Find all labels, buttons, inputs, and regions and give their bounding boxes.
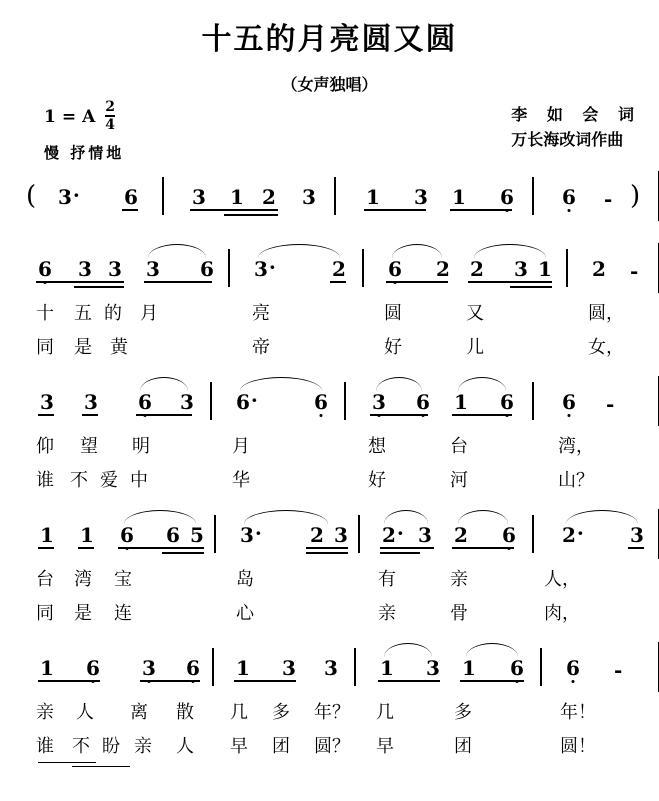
- beam: [380, 552, 420, 554]
- note: 3: [146, 257, 160, 281]
- key-and-time-signature: [44, 101, 124, 163]
- note: 3: [324, 656, 338, 680]
- note: 6: [566, 658, 580, 678]
- barline: [540, 648, 542, 686]
- lyric-syllable: 多: [454, 702, 472, 723]
- lyric-syllable: 岛: [236, 569, 254, 590]
- score-metadata: [0, 95, 659, 169]
- barline: [362, 249, 364, 287]
- note: 6: [166, 523, 180, 547]
- lyrics-verse-1: [14, 299, 645, 329]
- note: 1: [40, 523, 54, 547]
- staff-line: [14, 169, 645, 229]
- lyric-syllable: 早: [376, 736, 394, 757]
- slur: [566, 510, 638, 524]
- beam: [452, 547, 514, 549]
- beam: [38, 547, 54, 549]
- note: 3: [302, 185, 316, 209]
- barline: [532, 382, 534, 420]
- note: 1: [366, 185, 380, 209]
- note: 2: [454, 523, 468, 547]
- note: 1: [454, 390, 468, 414]
- note: 1: [380, 656, 394, 680]
- note: 3: [180, 390, 194, 414]
- note: 3: [78, 257, 92, 281]
- note: 6: [124, 185, 138, 209]
- lyricist-credit: 李 如 会 词: [511, 105, 641, 124]
- lyric-syllable: 湾，: [558, 436, 594, 457]
- beam: [140, 680, 200, 682]
- lyric-syllable: 连: [114, 603, 132, 624]
- note: 3: [414, 185, 428, 209]
- lyric-syllable: 山？: [558, 470, 594, 491]
- lyric-syllable: 几: [376, 702, 394, 723]
- time-signature: [105, 100, 115, 132]
- barline: [334, 177, 336, 215]
- barline: [532, 177, 534, 215]
- note: 1: [462, 656, 476, 680]
- beam: [190, 209, 278, 211]
- note: 1: [230, 185, 244, 209]
- time-denominator: 4: [105, 117, 116, 133]
- key-value: A: [82, 107, 96, 127]
- staff-line: [14, 241, 645, 301]
- note: 2: [470, 257, 484, 281]
- beam: [162, 552, 204, 554]
- note-hold-dash: -: [614, 658, 623, 682]
- slur: [258, 244, 340, 258]
- note: 3: [142, 658, 156, 678]
- lyrics-verse-2: [14, 333, 645, 363]
- beam: [460, 680, 524, 682]
- lyric-syllable: 不: [72, 736, 90, 757]
- note: 1: [80, 523, 94, 547]
- beam: [452, 414, 512, 416]
- lyric-syllable: 爱: [100, 470, 118, 491]
- lyric-syllable: 有: [378, 569, 396, 590]
- lyric-extension-line: [72, 766, 130, 767]
- lyric-syllable: 亲: [134, 736, 152, 757]
- barline: [358, 515, 360, 553]
- staff-line: [14, 640, 645, 700]
- lyric-syllable: 十: [36, 303, 54, 324]
- barline: [532, 515, 534, 553]
- beam: [136, 414, 192, 416]
- lyric-syllable: 多: [272, 702, 290, 723]
- beam: [330, 281, 346, 283]
- lyric-syllable: 团: [454, 736, 472, 757]
- barline: [354, 648, 356, 686]
- lyric-syllable: 早: [230, 736, 248, 757]
- note: 6: [86, 658, 100, 678]
- note: 2·: [382, 521, 404, 547]
- time-numerator: 2: [105, 99, 116, 115]
- lyric-syllable: 女，: [588, 337, 624, 358]
- lyric-syllable: 圆？: [314, 736, 350, 757]
- tempo-marking: 慢 抒情地: [44, 144, 125, 162]
- lyric-syllable: 圆，: [588, 303, 624, 324]
- lyric-syllable: 又: [466, 303, 484, 324]
- lyric-syllable: 望: [80, 436, 98, 457]
- note-hold-dash: -: [604, 187, 613, 211]
- lyric-syllable: 仰: [36, 436, 54, 457]
- lyrics-verse-1: [14, 432, 645, 462]
- lyric-syllable: 宝: [114, 569, 132, 590]
- lyric-syllable: 年！: [560, 702, 596, 723]
- beam: [78, 547, 94, 549]
- note: 2: [436, 257, 450, 281]
- beam: [380, 547, 434, 549]
- note: 3: [426, 656, 440, 680]
- beam: [370, 414, 428, 416]
- lyric-syllable: 五: [74, 303, 92, 324]
- note: 3: [84, 390, 98, 414]
- slur: [124, 510, 196, 524]
- music-system-2: [14, 241, 645, 374]
- barline: [228, 249, 230, 287]
- lyric-extension-line: [38, 762, 96, 763]
- lyric-syllable: 黄: [110, 337, 128, 358]
- lyric-syllable: 明: [132, 436, 150, 457]
- slur: [384, 643, 432, 657]
- lyric-syllable: 团: [272, 736, 290, 757]
- note: 3: [514, 257, 528, 281]
- note: 6: [562, 392, 576, 412]
- key-note: 1: [44, 107, 56, 127]
- lyric-syllable: 谁: [36, 470, 54, 491]
- note: 3: [630, 523, 644, 547]
- barline: [162, 177, 164, 215]
- lyric-syllable: 好: [368, 470, 386, 491]
- beam: [122, 209, 138, 211]
- note: 2: [592, 257, 606, 281]
- key-equals: =: [61, 107, 77, 127]
- lyric-syllable: 同: [36, 603, 54, 624]
- staff-line: [14, 374, 645, 434]
- lyric-syllable: 亮: [252, 303, 270, 324]
- credits: [511, 103, 641, 153]
- lyric-syllable: 离: [130, 702, 148, 723]
- note-hold-dash: -: [630, 259, 639, 283]
- lyric-syllable: 月: [140, 303, 158, 324]
- note: 3: [108, 257, 122, 281]
- lyric-syllable: 台: [36, 569, 54, 590]
- page-title: 十五的月亮圆又圆: [201, 22, 458, 57]
- lyric-syllable: 想: [368, 436, 386, 457]
- note-hold-dash: -: [606, 392, 615, 416]
- lyric-syllable: 谁: [36, 736, 54, 757]
- note: 3: [282, 656, 296, 680]
- slur: [148, 244, 206, 258]
- note: 6: [120, 525, 134, 545]
- note: 6: [510, 658, 524, 678]
- lyric-syllable: 中: [130, 470, 148, 491]
- note: 1: [236, 656, 250, 680]
- lyric-syllable: 人，: [544, 569, 580, 590]
- note: 3: [192, 185, 206, 209]
- beam: [224, 214, 278, 216]
- note: 6: [38, 259, 52, 279]
- beam: [364, 209, 426, 211]
- lyric-syllable: 圆: [384, 303, 402, 324]
- beam: [74, 286, 124, 288]
- slur: [458, 377, 506, 391]
- beam: [628, 547, 644, 549]
- lyric-syllable: 同: [36, 337, 54, 358]
- lyric-syllable: 湾: [74, 569, 92, 590]
- lyric-syllable: 帝: [252, 337, 270, 358]
- note: 6: [500, 187, 514, 207]
- note: 3: [40, 390, 54, 414]
- note: 2: [310, 523, 324, 547]
- lyric-syllable: 盼: [102, 736, 120, 757]
- lyric-syllable: 月: [232, 436, 250, 457]
- slur: [466, 643, 518, 657]
- lyric-syllable: 华: [232, 470, 250, 491]
- beam: [468, 281, 552, 283]
- beam: [306, 552, 348, 554]
- beam: [234, 680, 296, 682]
- beam: [450, 209, 512, 211]
- lyric-syllable: 年？: [314, 702, 350, 723]
- note: 6: [314, 392, 328, 412]
- music-system-3: [14, 374, 645, 507]
- note: 3·: [58, 183, 80, 209]
- lyric-syllable: 好: [384, 337, 402, 358]
- lyric-syllable: 台: [450, 436, 468, 457]
- note: 3·: [240, 521, 262, 547]
- slur: [458, 510, 508, 524]
- note: 3: [418, 523, 432, 547]
- barline: [214, 515, 216, 553]
- lyrics-verse-2: [14, 466, 645, 496]
- note: 6: [416, 392, 430, 412]
- lyric-syllable: 骨: [450, 603, 468, 624]
- lyric-syllable: 人: [176, 736, 194, 757]
- slur: [384, 510, 428, 524]
- beam: [378, 680, 440, 682]
- note: 3: [334, 523, 348, 547]
- lyrics-verse-2: [14, 732, 645, 762]
- lyric-syllable: 亲: [450, 569, 468, 590]
- note: 3: [372, 392, 386, 412]
- slur: [376, 377, 422, 391]
- lyric-syllable: 心: [236, 603, 254, 624]
- note: 1: [40, 656, 54, 680]
- barline: [212, 648, 214, 686]
- note: 2·: [562, 521, 584, 547]
- barline: [210, 382, 212, 420]
- barline: [344, 382, 346, 420]
- lyric-syllable: 不: [70, 470, 88, 491]
- note: 6: [502, 525, 516, 545]
- lyric-syllable: 是: [74, 603, 92, 624]
- lyric-syllable: 儿: [466, 337, 484, 358]
- music-system-intro: [14, 169, 645, 241]
- composer-credit: 万长海改词作曲: [511, 129, 624, 149]
- slur: [244, 510, 328, 524]
- lyric-syllable: 圆！: [560, 736, 596, 757]
- note: 6: [562, 187, 576, 207]
- note: 5: [190, 523, 204, 547]
- beam: [118, 547, 204, 549]
- music-system-4: [14, 507, 645, 640]
- note: 1: [538, 257, 552, 281]
- note: 2: [332, 257, 346, 281]
- note: 6: [200, 257, 214, 281]
- beam: [386, 281, 448, 283]
- beam: [510, 286, 552, 288]
- lyrics-verse-2: [14, 599, 645, 629]
- note: 6: [388, 259, 402, 279]
- beam: [36, 281, 124, 283]
- barline: [566, 249, 568, 287]
- note: 1: [452, 185, 466, 209]
- lyric-syllable: 人: [76, 702, 94, 723]
- note: 6·: [236, 388, 258, 414]
- lyric-syllable: 亲: [378, 603, 396, 624]
- slur: [474, 244, 546, 258]
- lyric-syllable: 是: [74, 337, 92, 358]
- subtitle: （女声独唱）: [281, 75, 378, 94]
- slur: [240, 377, 322, 391]
- beam: [38, 414, 54, 416]
- note: 6: [186, 658, 200, 678]
- note: 6: [500, 392, 514, 412]
- note: 2: [262, 185, 276, 209]
- beam: [306, 547, 348, 549]
- lyric-syllable: 散: [176, 702, 194, 723]
- staff-line: [14, 507, 645, 567]
- open-paren: (: [26, 181, 37, 211]
- lyrics-verse-1: [14, 565, 645, 595]
- note: 3·: [254, 255, 276, 281]
- beam: [144, 281, 212, 283]
- note: 6: [138, 392, 152, 412]
- lyric-syllable: 亲: [36, 702, 54, 723]
- lyric-syllable: 肉，: [544, 603, 580, 624]
- lyrics-verse-1: [14, 698, 645, 728]
- slur: [140, 377, 188, 391]
- lyric-syllable: 几: [230, 702, 248, 723]
- lyric-syllable: 的: [104, 303, 122, 324]
- beam: [82, 414, 98, 416]
- lyric-syllable: 河: [450, 470, 468, 491]
- close-paren: ): [630, 181, 641, 211]
- beam: [38, 680, 100, 682]
- slur: [392, 244, 442, 258]
- music-system-5: [14, 640, 645, 773]
